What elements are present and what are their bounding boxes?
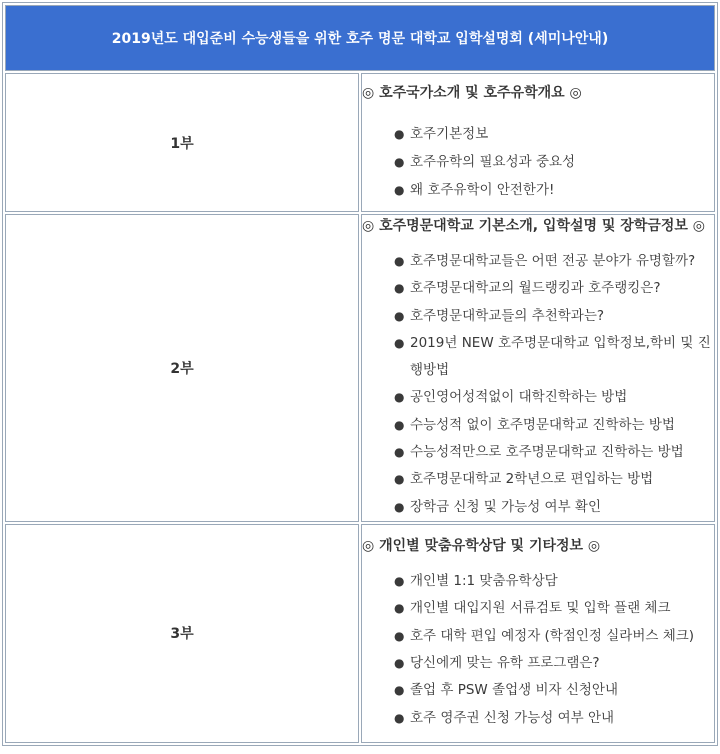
list-item-text: 수능성적만으로 호주명문대학교 진학하는 방법 [410,444,684,461]
bullet-icon: ● [394,601,405,616]
topic-list [362,568,714,732]
topic-list [362,248,714,521]
part-content [361,214,715,522]
bullet-icon: ● [394,390,405,405]
bullet-icon: ● [394,281,405,296]
bullet-icon: ● [394,574,405,589]
list-item [394,176,714,204]
list-item [394,623,714,650]
bullet-icon: ● [394,628,405,643]
list-item [394,248,714,275]
list-item [394,275,714,302]
list-item [394,439,714,466]
list-item-text: 호주유학의 필요성과 중요성 [410,153,576,170]
part-label: 3부 [5,524,359,743]
list-item-text: 수능성적 없이 호주명문대학교 진학하는 방법 [410,416,675,433]
list-item [394,412,714,439]
list-item-text: 개인별 대입지원 서류검토 및 입학 플랜 체크 [410,600,671,617]
list-item-text: 호주명문대학교들은 어떤 전공 분야가 유명할까? [410,253,696,269]
part-row-3 [5,524,715,743]
part-label: 2부 [5,214,359,522]
list-item [394,466,714,493]
list-item-text: 졸업 후 PSW 졸업생 비자 신청안내 [410,682,619,699]
list-item-text: 공인영어성적없이 대학진학하는 방법 [410,389,628,406]
list-item-text: 개인별 1:1 맞춤유학상담 [410,573,558,590]
list-item [394,303,714,330]
bullet-icon: ● [394,417,405,432]
bullet-icon: ● [394,472,405,487]
section-heading: ◎ 호주명문대학교 기본소개, 입학설명 및 장학금정보 ◎ [362,218,705,234]
bullet-icon: ● [394,445,405,460]
bullet-icon: ● [394,126,405,141]
topic-list [362,120,714,204]
list-item-text: 호주명문대학교의 월드랭킹과 호주랭킹은? [410,280,661,297]
bullet-icon: ● [394,683,405,698]
list-item [394,568,714,595]
list-item-text: 당신에게 맞는 유학 프로그램은? [410,654,600,671]
bullet-icon: ● [394,710,405,725]
list-item [394,148,714,176]
list-item-text: 호주명문대학교 2학년으로 편입하는 방법 [410,471,654,488]
list-item-text: 호주명문대학교들의 추천학과는? [410,307,605,324]
part-content [361,524,715,743]
list-item-text: 2019년 NEW 호주명문대학교 입학정보,학비 및 진행방법 [410,334,711,379]
section-heading: ◎ 호주국가소개 및 호주유학개요 ◎ [362,84,582,101]
bullet-icon: ● [394,182,405,197]
list-item [394,677,714,704]
bullet-icon: ● [394,154,405,169]
list-item-text: 장학금 신청 및 가능성 여부 확인 [410,498,601,515]
list-item [394,384,714,411]
part-row-1 [5,73,715,212]
list-item-text: 호주기본정보 [410,125,489,142]
list-item [394,330,714,385]
list-item-text: 왜 호주유학이 안전한가! [410,181,555,198]
list-item [394,650,714,677]
part-content [361,73,715,212]
list-item-text: 호주 영주권 신청 가능성 여부 안내 [410,709,615,726]
seminar-table [2,2,718,746]
bullet-icon: ● [394,499,405,514]
part-label: 1부 [5,73,359,212]
title-row [5,5,715,71]
list-item [394,705,714,732]
list-item [394,494,714,521]
section-heading: ◎ 개인별 맞춤유학상담 및 기타정보 ◎ [362,538,601,555]
list-item [394,120,714,148]
bullet-icon: ● [394,655,405,670]
list-item [394,595,714,622]
page-title: 2019년도 대입준비 수능생들을 위한 호주 명문 대학교 입학설명회 (세미나안내) [5,5,715,71]
list-item-text: 호주 대학 편입 예정자 (학점인정 실라버스 체크) [410,627,695,644]
part-row-2 [5,214,715,522]
bullet-icon: ● [394,335,405,350]
bullet-icon: ● [394,254,405,268]
bullet-icon: ● [394,308,405,323]
